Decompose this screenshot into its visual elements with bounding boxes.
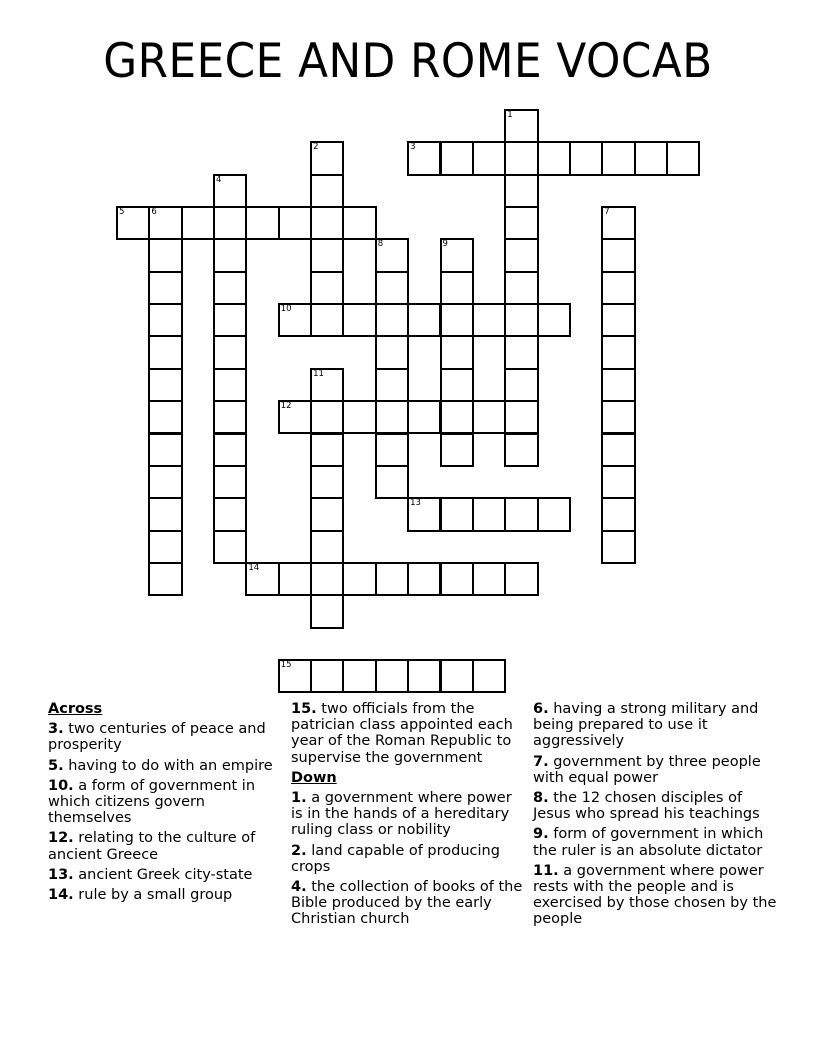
grid-cell[interactable] [666,141,700,175]
grid-cell[interactable] [342,400,376,434]
grid-cell[interactable] [310,368,344,402]
clue-text: form of government in which the ruler is an absolute dictator [533,826,764,859]
clue-number: 10. [48,777,74,794]
grid-cell[interactable] [342,659,376,693]
grid-cell[interactable] [440,497,474,531]
grid-cell[interactable] [601,271,635,305]
grid-cell[interactable] [440,562,474,596]
grid-cell[interactable] [601,530,635,564]
grid-cell[interactable] [375,400,409,434]
grid-cell[interactable] [601,368,635,402]
clue-number: 2. [291,842,307,859]
grid-cell[interactable] [213,465,247,499]
grid-cell[interactable] [472,303,506,337]
grid-cell[interactable] [278,562,312,596]
clue-down-1 [291,790,527,839]
clue-text: ancient Greek city-state [73,866,253,883]
clue-text: two officials from the patrician class appointed each year of the Roman Republic to supervise the government [291,701,513,766]
clues-column-3 [533,701,778,932]
grid-cell[interactable] [472,562,506,596]
cell-number: 4 [216,174,222,185]
clue-number: 15. [291,701,317,717]
clue-text: government by three people with equal power [533,753,761,786]
grid-cell[interactable] [213,238,247,272]
grid-cell[interactable] [278,303,312,337]
grid-cell[interactable] [601,238,635,272]
grid-cell[interactable] [407,562,441,596]
grid-cell[interactable] [601,303,635,337]
grid-cell[interactable] [601,141,635,175]
grid-cell[interactable] [148,562,182,596]
clue-down-7 [533,754,778,786]
cell-number: 13 [410,498,421,509]
clue-text: a form of government in which citizens govern themselves [48,777,256,827]
grid-cell[interactable] [213,530,247,564]
grid-cell[interactable] [310,206,344,240]
grid-cell[interactable] [213,271,247,305]
clue-down-8 [533,790,778,822]
grid-cell[interactable] [407,141,441,175]
grid-cell[interactable] [148,530,182,564]
grid-cell[interactable] [342,303,376,337]
grid-cell[interactable] [472,497,506,531]
clue-text: the collection of books of the Bible produced by the early Christian church [291,879,523,928]
clue-down-9 [533,826,778,858]
grid-cell[interactable] [245,206,279,240]
clue-down-11 [533,863,778,928]
grid-cell[interactable] [342,206,376,240]
grid-cell[interactable] [181,206,215,240]
clue-number: 13. [48,866,74,883]
cell-number: 14 [248,562,260,573]
cell-number: 15 [280,659,292,670]
grid-cell[interactable] [148,303,182,337]
grid-cell[interactable] [278,659,312,693]
grid-cell[interactable] [375,335,409,369]
grid-cell[interactable] [472,659,506,693]
clue-number: 1. [291,790,307,807]
grid-cell[interactable] [213,303,247,337]
grid-cell[interactable] [569,141,603,175]
grid-cell[interactable] [537,303,571,337]
grid-cell[interactable] [504,303,538,337]
grid-cell[interactable] [504,141,538,175]
clue-number: 5. [48,757,64,774]
grid-cell[interactable] [440,400,474,434]
grid-cell[interactable] [375,238,409,272]
grid-cell[interactable] [634,141,668,175]
grid-cell[interactable] [537,497,571,531]
grid-cell[interactable] [504,238,538,272]
grid-cell[interactable] [213,368,247,402]
grid-cell[interactable] [213,335,247,369]
grid-cell[interactable] [601,465,635,499]
grid-cell[interactable] [213,174,247,208]
grid-cell[interactable] [148,206,182,240]
grid-cell[interactable] [278,206,312,240]
grid-cell[interactable] [375,368,409,402]
clue-down-4 [291,879,527,928]
grid-cell[interactable] [213,206,247,240]
puzzle-title: GREECE AND ROME VOCAB [103,34,713,89]
grid-cell[interactable] [310,303,344,337]
grid-cell[interactable] [310,271,344,305]
grid-cell[interactable] [310,562,344,596]
clue-text: relating to the culture of ancient Greece [48,830,256,863]
clue-across-15 [291,701,527,766]
grid-cell[interactable] [278,400,312,434]
grid-cell[interactable] [601,335,635,369]
grid-cell[interactable] [310,497,344,531]
grid-cell[interactable] [148,433,182,467]
grid-cell[interactable] [504,271,538,305]
clue-text: rule by a small group [73,887,233,904]
grid-cell[interactable] [504,335,538,369]
clue-across-12 [48,830,280,862]
grid-cell[interactable] [375,659,409,693]
grid-cell[interactable] [601,206,635,240]
cell-number: 11 [313,368,324,379]
grid-cell[interactable] [375,271,409,305]
grid-cell[interactable] [375,562,409,596]
clue-text: land capable of producing crops [291,842,500,875]
clue-across-13 [48,867,280,883]
grid-cell[interactable] [504,206,538,240]
grid-cell[interactable] [342,562,376,596]
grid-cell[interactable] [504,368,538,402]
grid-cell[interactable] [148,497,182,531]
clue-text: having to do with an empire [63,757,273,774]
clue-number: 12. [48,830,74,847]
grid-cell[interactable] [440,238,474,272]
grid-cell[interactable] [407,303,441,337]
grid-cell[interactable] [375,465,409,499]
grid-cell[interactable] [148,400,182,434]
grid-cell[interactable] [148,238,182,272]
grid-cell[interactable] [310,433,344,467]
grid-cell[interactable] [440,433,474,467]
grid-cell[interactable] [440,368,474,402]
clue-across-5 [48,758,280,774]
grid-cell[interactable] [310,174,344,208]
grid-cell[interactable] [148,335,182,369]
clues-column-1 [48,701,280,907]
grid-cell[interactable] [407,659,441,693]
grid-cell[interactable] [213,497,247,531]
grid-cell[interactable] [440,659,474,693]
cell-number: 1 [507,110,513,120]
grid-cell[interactable] [310,400,344,434]
grid-cell[interactable] [116,206,150,240]
grid-cell[interactable] [601,497,635,531]
grid-cell[interactable] [504,562,538,596]
clue-text: having a strong military and being prepared to use it aggressively [533,701,759,750]
grid-cell[interactable] [213,433,247,467]
clue-number: 14. [48,887,74,904]
grid-cell[interactable] [440,271,474,305]
grid-cell[interactable] [440,303,474,337]
clue-text: the 12 chosen disciples of Jesus who spread his teachings [533,790,760,823]
grid-cell[interactable] [504,174,538,208]
down-header: Down [291,769,337,786]
grid-cell[interactable] [310,530,344,564]
clue-across-14 [48,887,280,903]
clue-down-6 [533,701,778,750]
cell-number: 9 [442,239,448,250]
grid-cell[interactable] [310,659,344,693]
grid-cell[interactable] [440,141,474,175]
grid-cell[interactable] [310,238,344,272]
clue-number: 3. [48,721,64,738]
grid-cell[interactable] [504,497,538,531]
grid-cell[interactable] [245,562,279,596]
cell-number: 12 [280,401,292,412]
clue-down-2 [291,843,527,875]
cell-number: 7 [604,207,610,218]
clue-text: a government where power is in the hands of a hereditary ruling class or nobility [291,790,512,839]
grid-cell[interactable] [375,433,409,467]
grid-cell[interactable] [601,433,635,467]
grid-cell[interactable] [407,400,441,434]
grid-cell[interactable] [213,400,247,434]
clue-text: a government where power rests with the people and is exercised by those chosen by the people [533,862,777,928]
clue-number: 8. [533,790,549,807]
grid-cell[interactable] [148,368,182,402]
cell-number: 3 [410,142,416,153]
grid-cell[interactable] [472,400,506,434]
grid-cell[interactable] [148,271,182,305]
grid-cell[interactable] [407,497,441,531]
clue-number: 7. [533,753,549,770]
cell-number: 10 [280,304,292,315]
across-header: Across [48,701,103,717]
grid-cell[interactable] [148,465,182,499]
clue-number: 9. [533,826,549,843]
grid-cell[interactable] [504,109,538,143]
cell-number: 2 [313,142,319,153]
clue-text: two centuries of peace and prosperity [48,721,266,754]
grid-cell[interactable] [472,141,506,175]
grid-cell[interactable] [504,400,538,434]
grid-cell[interactable] [601,400,635,434]
clues-column-2 [291,701,527,932]
grid-cell[interactable] [310,141,344,175]
grid-cell[interactable] [310,594,344,628]
clue-number: 11. [533,862,559,879]
cell-number: 6 [151,207,157,218]
grid-cell[interactable] [504,433,538,467]
clue-number: 4. [291,879,307,896]
cell-number: 8 [377,239,384,250]
grid-cell[interactable] [375,303,409,337]
grid-cell[interactable] [310,465,344,499]
grid-cell[interactable] [537,141,571,175]
clue-across-10 [48,778,280,827]
clue-across-3 [48,721,280,753]
cell-number: 5 [119,207,125,218]
clue-number: 6. [533,701,549,717]
grid-cell[interactable] [440,335,474,369]
